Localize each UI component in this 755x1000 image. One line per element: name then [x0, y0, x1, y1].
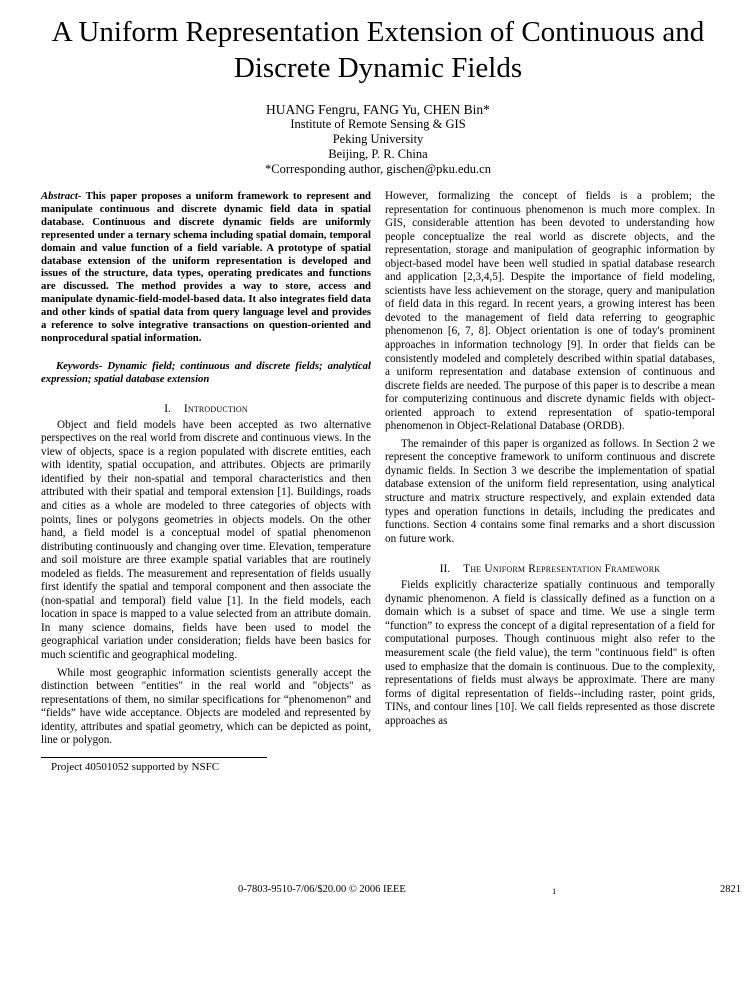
section-title: The Uniform Representation Framework: [463, 563, 661, 576]
paper-title: A Uniform Representation Extension of Continuous and Discrete Dynamic Fields: [51, 16, 705, 84]
abstract-text: This paper proposes a uniform framework to represent and manipulate continuous and discrete dynamic field data in spatial database. Continuous and discrete dynamic fields are uniformly represented under a ternary schema including spatial domain, temporal domain and value function of a field variable. A prototype of spatial database extension of the uniform representation is developed and issues of the structure, data types, operating predicates and functions are discussed. The method provides a way to store, access and manipulate dynamic-field-model-based data. It also integrates field data and other kinds of spatial data from query language level and provides a reference to solve integrative transactions on question-oriented and nonprocedural spatial information.: [41, 190, 371, 344]
section-heading-framework: [385, 563, 715, 575]
keywords-label: Keywords-: [56, 359, 103, 372]
right-paragraph-1: However, formalizing the concept of fields is a problem; the representation for continuous phenomenon is much more complex. In GIS, considerable attention has been devoted to understanding how people conceptualize the real world as discrete objects, and the representation, storage and manipulation of geographic information by object-based model have been well studied in spatial database research and application [2,3,4,5]. Despite the importance of field modeling, scientists have less achievement on the storage, query and manipulation of field data in this regard. In recent years, a growing interest has been devoted to the management of field data referring to geographic phenomenon [6, 7, 8]. Object orientation is one of today's prominent approaches in information technology [9]. In order that fields can be consistently modeled and completely described within spatial databases, a uniform representation and database extension of continuous and discrete fields are needed. The purpose of this paper is to describe a mean for computerizing continuous and discrete dynamic fields with object-oriented approach to extend representation of spatio-temporal phenomenon in Object-Relational Database (ORDB).: [385, 190, 715, 433]
keywords-text: Dynamic field; continuous and discrete fields; analytical expression; spatial database extension: [41, 359, 371, 385]
section-number: I.: [164, 402, 171, 415]
keywords-paragraph: [41, 360, 371, 386]
abstract-label: Abstract-: [41, 190, 82, 202]
intro-paragraph-1: Object and field models have been accepted as two alternative perspectives on the real world from discrete and continuous views. In the view of objects, space is a region populated with discrete entities, each with identity, spatial occupation, and attributes. Objects are primarily identified by their non-spatial and temporal characteristics and then attributed with their spatial and temporal extension [1]. Buildings, roads and cities as a whole are modeled to three categories of objects with points, lines or polygons geometries in objects models. On the other hand, a field model is a conceptual model of spatial phenomenon distributing continuously and changing over time. Elevation, temperature and soil moisture are three example spatial variables that are routinely modeled as fields. The measurement and representation of fields usually first identify the spatial and temporal component and then associate the (non-spatial and temporal) field value [1]. In the field models, each location in space is mapped to a value selected from an attribute domain. In many science domains, fields have been used to model the geographical variation under consideration; fields have been basics for much scientific and geographical modeling.: [41, 418, 371, 661]
right-paragraph-2: The remainder of this paper is organized as follows. In Section 2 we represent the conceptive framework to uniform continuous and discrete dynamic fields. In Section 3 we describe the implementation of spatial database extension of the uniform field representation, using analytical structure and matrix structure respectively, and explain extended data types and operation functions in details, including the predicates and functions. Section 4 contains some final remarks and a short discussion on future work.: [385, 437, 715, 545]
author-block: [41, 102, 715, 177]
footnote-block: [41, 757, 371, 773]
footnote-divider: [41, 757, 267, 758]
two-column-body: [41, 190, 715, 773]
footer-small-number: 1: [552, 886, 557, 896]
left-column: [41, 190, 371, 773]
framework-paragraph-1: Fields explicitly characterize spatially continuous and temporally dynamic phenomenon. A field is classically defined as a function on a domain which is a subset of space and time. We use a single term “function” to express the concept of a digital representation of a field for computational purposes. Though continuous might also refer to the measurement scale (the field value), the term "continuous field" is often used to emphasize that the domain is continuous. Due to the complexity, representations of fields must always be approximate. There are many forms of digital representation of fields--including raster, point grids, TINs, and contour lines [10]. We call fields represented as those discrete approaches as: [385, 579, 715, 727]
section-number: II.: [439, 563, 451, 576]
page-footer: [0, 884, 755, 904]
copyright-notice: 0-7803-9510-7/06/$20.00 © 2006 IEEE: [238, 884, 406, 895]
intro-paragraph-2: While most geographic information scientists generally accept the distinction between "entities" in the real world and "objects" as representations of them, no similar specifications for “phenomenon” and “fields” have wide acceptance. Objects are modeled and represented by identity, attributes and spatial geometry, which can be depicted as point, line or polygon.: [41, 666, 371, 747]
author-university: Peking University: [332, 132, 424, 146]
author-location: Beijing, P. R. China: [328, 147, 428, 161]
abstract-paragraph: [41, 190, 371, 345]
page-number: 2821: [720, 884, 741, 895]
author-affiliation: Institute of Remote Sensing & GIS: [290, 117, 466, 131]
author-names: HUANG Fengru, FANG Yu, CHEN Bin*: [266, 102, 490, 117]
corresponding-author: *Corresponding author, gischen@pku.edu.cn: [265, 162, 491, 176]
footnote-text: Project 40501052 supported by NSFC: [51, 760, 220, 773]
section-heading-introduction: [41, 403, 371, 415]
right-column: [385, 190, 715, 773]
section-title: Introduction: [183, 402, 248, 415]
